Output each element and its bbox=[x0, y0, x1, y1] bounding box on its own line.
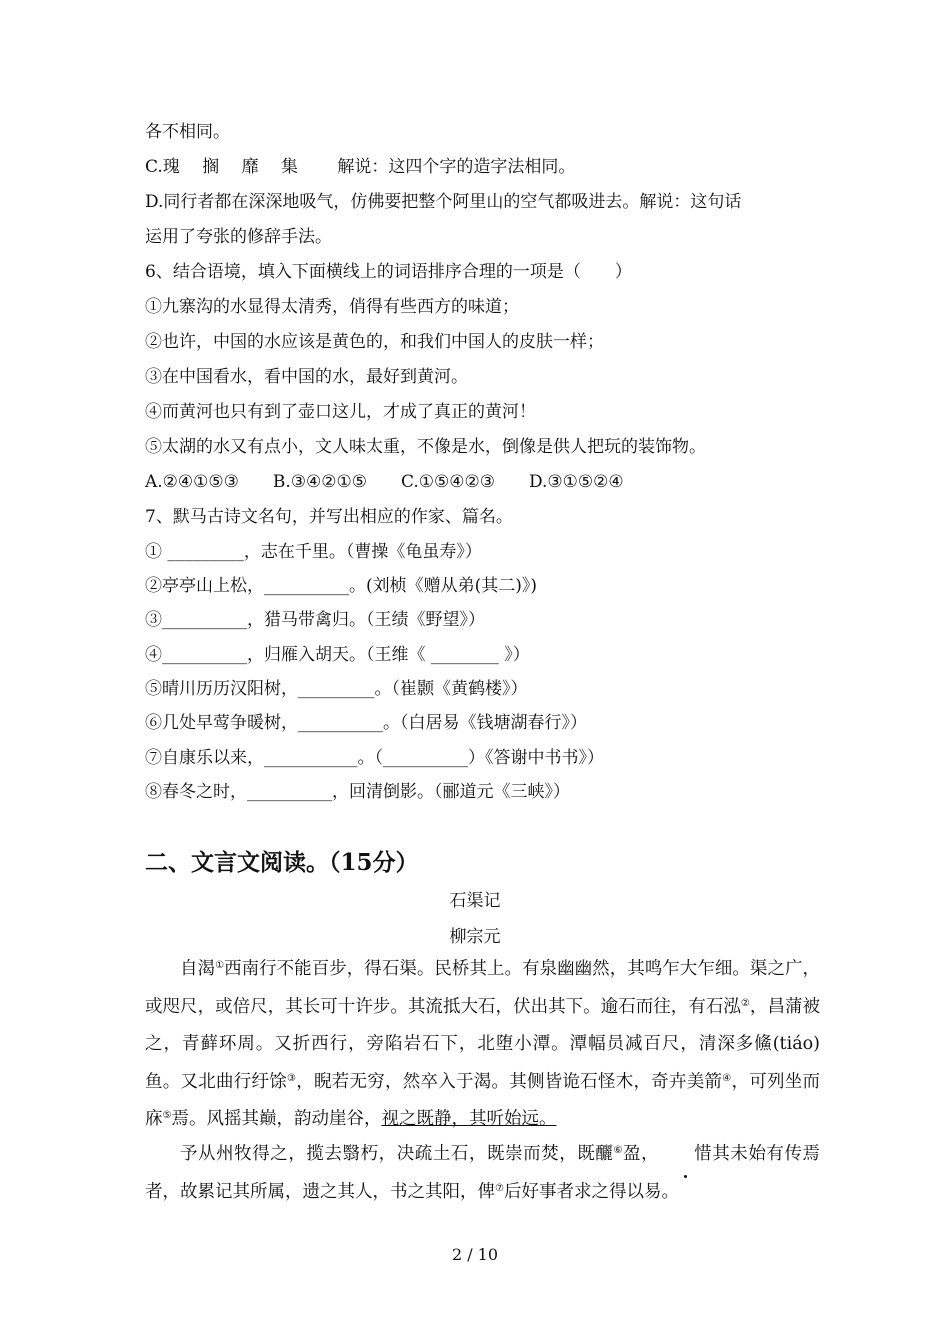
q6-sentence-4: ④而黄河也只有到了壶口这儿，才成了真正的黄河！ bbox=[145, 402, 536, 422]
page-number: 2 / 10 bbox=[451, 1245, 499, 1264]
footnote-marker: ① bbox=[215, 960, 225, 971]
option-d: D.同行者都在深深地吸气，仿佛要把整个阿里山的空气都吸进去。解说：这句话 bbox=[145, 192, 742, 212]
emphasized-character: 惜 bbox=[659, 1136, 712, 1174]
q7-item-5: ⑤晴川历历汉阳树，_________。（崔颢《黄鹤楼》） bbox=[145, 679, 528, 699]
p2-text: 后好事者求之得以易。 bbox=[503, 1181, 679, 1202]
passage-title: 石渠记 bbox=[449, 891, 501, 911]
p1-text: 焉。风摇其巅，韵动崖谷， bbox=[171, 1109, 382, 1129]
q6-options: A.②④①⑤③ B.③④②①⑤ C.①⑤④②③ D.③①⑤②④ bbox=[145, 472, 624, 492]
q7-item-2: ②亭亭山上松，__________。(刘桢《赠从弟(其二)》) bbox=[145, 576, 538, 596]
section-heading: 二、文言文阅读。（15分） bbox=[145, 849, 419, 876]
q7-item-6: ⑥几处早莺争暖树，__________。（白居易《钱塘湖春行》） bbox=[145, 713, 587, 733]
footnote-marker: ⑤ bbox=[162, 1110, 172, 1121]
footnote-marker: ③ bbox=[287, 1072, 297, 1084]
p1-text: ，可列坐而庥 bbox=[145, 1071, 821, 1129]
p2-text: 盈， bbox=[623, 1144, 660, 1164]
footnote-marker: ④ bbox=[722, 1072, 732, 1084]
passage-author: 柳宗元 bbox=[449, 927, 501, 947]
question-6: 6、结合语境，填入下面横线上的词语排序合理的一项是（ ） bbox=[145, 262, 632, 282]
footnote-marker: ② bbox=[740, 997, 750, 1009]
underlined-sentence: 视之既静，其听始远。 bbox=[381, 1109, 557, 1129]
footnote-marker: ⑦ bbox=[495, 1182, 504, 1194]
question-7: 7、默马古诗文名句，并写出相应的作家、篇名。 bbox=[145, 507, 513, 527]
q7-item-8: ⑧春冬之时，__________，回清倒影。（郦道元《三峡》） bbox=[145, 782, 570, 802]
footnote-marker: ⑥ bbox=[613, 1145, 624, 1156]
q6-sentence-2: ②也许，中国的水应该是黄色的，和我们中国人的皮肤一样； bbox=[145, 332, 604, 352]
p1-text: ，睨若无穷，然卒入于渴。其侧皆诡石怪木，奇卉美箭 bbox=[296, 1071, 723, 1092]
q7-item-3: ③__________，猎马带禽归。（王绩《野望》） bbox=[145, 610, 485, 630]
passage-paragraph-1 bbox=[145, 951, 820, 1139]
p2-text: 予从州牧得之，揽去翳朽，决疏土石，既崇而焚，既釃 bbox=[180, 1144, 614, 1164]
p2-text: 其未始有传焉者，故累记其所属，遗之其人，书之其阳，俾 bbox=[145, 1144, 821, 1202]
q7-item-7: ⑦自康乐以来，___________。（__________）《答谢中书书》） bbox=[145, 748, 604, 768]
p1-text: 自渴 bbox=[180, 959, 216, 979]
option-c: C.瑰 搁 靡 集 解说：这四个字的造字法相同。 bbox=[145, 157, 576, 177]
q6-sentence-3: ③在中国看水，看中国的水，最好到黄河。 bbox=[145, 367, 468, 387]
q6-sentence-5: ⑤太湖的水又有点小，文人味太重，不像是水，倒像是供人把玩的装饰物。 bbox=[145, 437, 706, 457]
option-b-continuation: 各不相同。 bbox=[145, 122, 230, 142]
q7-item-1: ① _________，志在千里。（曹操《龟虽寿》） bbox=[145, 542, 482, 562]
q6-sentence-1: ①九寨沟的水显得太清秀，俏得有些西方的味道； bbox=[145, 297, 519, 317]
q7-item-4: ④__________，归雁入胡天。（王维《 ________ 》） bbox=[145, 645, 530, 665]
p1-text: ，昌蒲被之，青藓环周。又折西行，旁陷岩石下，北堕小潭。潭幅员减百尺，清深多鯈(tiáo)鱼。又北曲行纡馀 bbox=[145, 996, 821, 1092]
option-d-continuation: 运用了夸张的修辞手法。 bbox=[145, 227, 332, 247]
passage-paragraph-2 bbox=[145, 1136, 820, 1211]
p1-text: 西南行不能百步，得石渠。民桥其上。有泉幽幽然，其鸣乍大乍细。渠之广，或咫尺，或倍尺，其长可十许步。其流抵大石，伏出其下。逾石而往，有石泓 bbox=[145, 959, 821, 1017]
